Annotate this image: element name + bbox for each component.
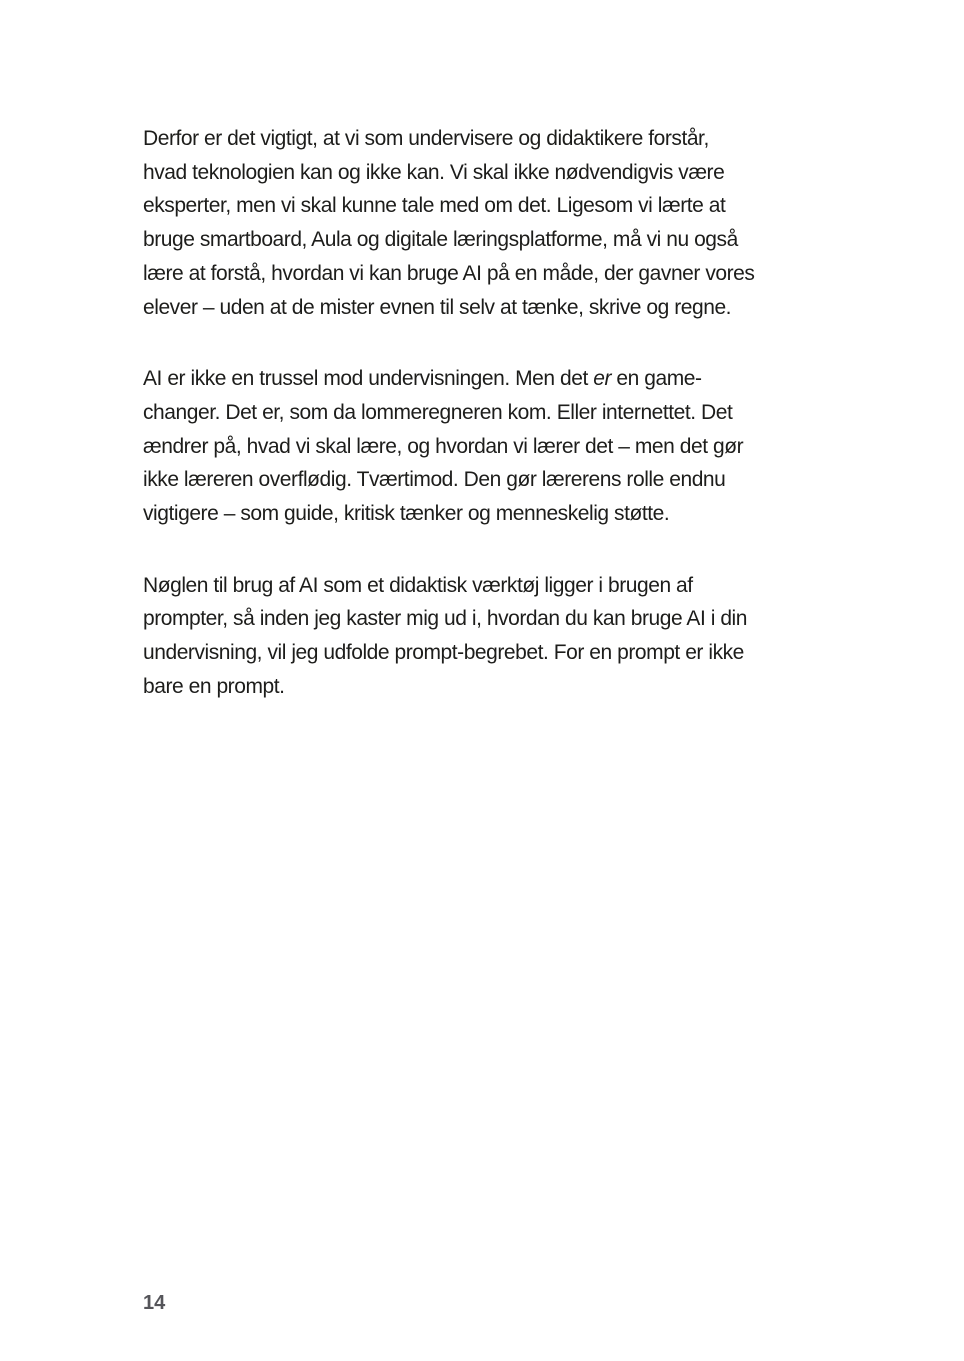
body-text bbox=[143, 122, 754, 704]
text-line: Derfor er det vigtigt, at vi som undervisere og didaktikere forstår, bbox=[143, 127, 709, 150]
text-line: bare en prompt. bbox=[143, 674, 285, 698]
text-line: elever – uden at de mister evnen til selv at tænke, skrive og regne. bbox=[143, 295, 732, 319]
text-line bbox=[143, 362, 754, 396]
text-line: ændrer på, hvad vi skal lære, og hvordan vi lærer det – men det gør bbox=[143, 434, 744, 458]
paragraph-3 bbox=[143, 569, 754, 704]
text-line: undervisning, vil jeg udfolde prompt-begrebet. For en prompt er ikke bbox=[143, 641, 744, 665]
text-segment: en game- bbox=[611, 367, 702, 391]
paragraph-2 bbox=[143, 362, 754, 531]
text-line: prompter, så inden jeg kaster mig ud i, hvordan du kan bruge AI i din bbox=[143, 607, 747, 631]
text-line: bruge smartboard, Aula og digitale læringsplatforme, må vi nu også bbox=[143, 228, 738, 252]
emphasis-er: er bbox=[593, 367, 612, 391]
text-segment: AI er ikke en trussel mod undervisningen. Men det bbox=[143, 367, 594, 391]
page-number: 14 bbox=[143, 1292, 166, 1314]
text-line: ikke læreren overflødig. Tværtimod. Den gør lærerens rolle endnu bbox=[143, 468, 726, 492]
text-line: changer. Det er, som da lommeregneren kom. Eller internettet. Det bbox=[143, 400, 733, 424]
paragraph-1 bbox=[143, 122, 754, 324]
text-line: hvad teknologien kan og ikke kan. Vi skal ikke nødvendigvis være bbox=[143, 160, 725, 184]
text-line: eksperter, men vi skal kunne tale med om det. Ligesom vi lærte at bbox=[143, 194, 726, 218]
text-line: lære at forstå, hvordan vi kan bruge AI på en måde, der gavner vores bbox=[143, 261, 755, 285]
text-line: vigtigere – som guide, kritisk tænker og menneskelig støtte. bbox=[143, 502, 670, 526]
text-line: Nøglen til brug af AI som et didaktisk værktøj ligger i brugen af bbox=[143, 573, 693, 597]
